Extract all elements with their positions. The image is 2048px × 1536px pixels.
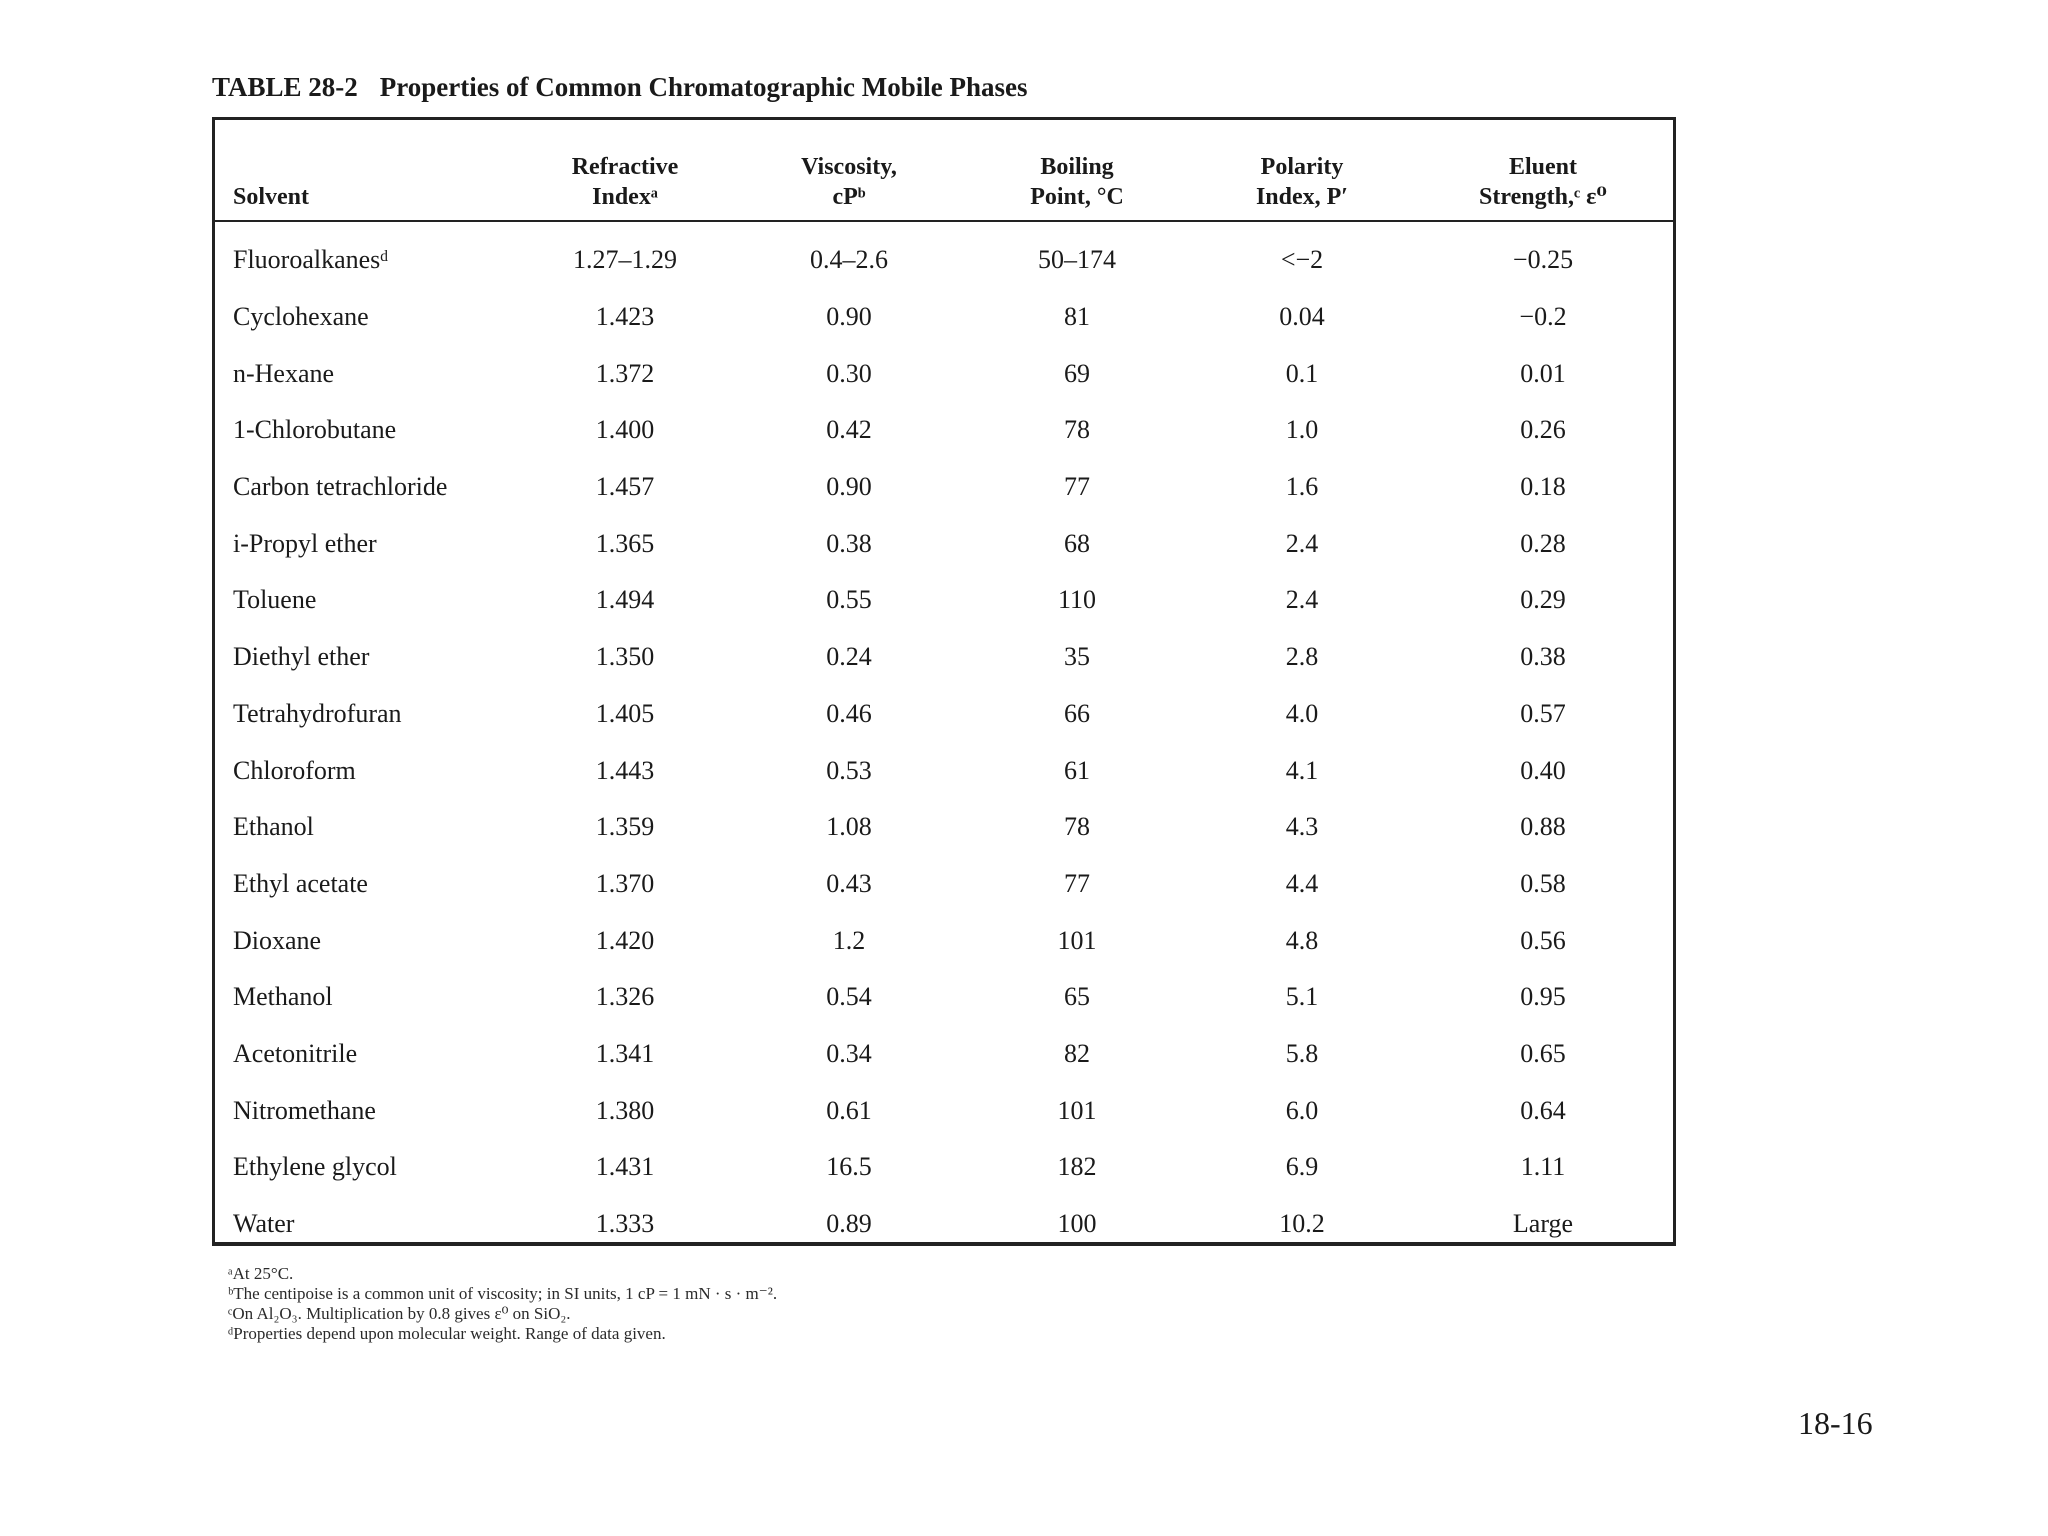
value-cell-polarity-index: 4.0 [1285, 698, 1319, 728]
solvent-name-cell: Cyclohexane [233, 302, 369, 332]
value-cell-refractive-index: 1.420 [595, 925, 655, 955]
page-number: 18-16 [1798, 1405, 1873, 1441]
table-row [215, 686, 1673, 743]
footnote: ᵇThe centipoise is a common unit of viscosity; in SI units, 1 cP = 1 mN · s · m⁻². [228, 1284, 778, 1303]
table-row [215, 289, 1673, 346]
value-cell-viscosity: 0.24 [826, 642, 872, 672]
header-line2: Index, P′ [1255, 184, 1349, 210]
value-cell-eluent-strength: 0.28 [1520, 528, 1566, 558]
table-row [215, 515, 1673, 572]
solvent-name-cell: Methanol [233, 982, 333, 1012]
solvent-name-cell: i-Propyl ether [233, 528, 377, 558]
solvent-name-cell: Nitromethane [233, 1095, 376, 1125]
solvent-name-cell: Ethylene glycol [233, 1152, 397, 1182]
table-row [215, 912, 1673, 969]
value-cell-refractive-index: 1.494 [595, 585, 655, 615]
value-cell-polarity-index: 4.1 [1285, 755, 1319, 785]
column-header-eluent-strength [1413, 120, 1673, 221]
value-cell-boiling-point: 82 [1064, 1038, 1090, 1068]
table-title: Properties of Common Chromatographic Mobile Phases [379, 72, 1028, 102]
value-cell-eluent-strength: 0.95 [1520, 982, 1566, 1012]
value-cell-boiling-point: 78 [1064, 415, 1090, 445]
value-cell-boiling-point: 61 [1064, 755, 1090, 785]
value-cell-refractive-index: 1.457 [595, 472, 655, 502]
footnote: ᵃAt 25°C. [228, 1264, 294, 1283]
value-cell-boiling-point: 65 [1064, 982, 1090, 1012]
table-caption [212, 72, 1027, 103]
header-line2: Point, °C [1030, 184, 1124, 210]
value-cell-eluent-strength: 0.01 [1520, 358, 1566, 388]
value-cell-eluent-strength: 1.11 [1520, 1152, 1566, 1182]
solvent-properties-table [212, 117, 1676, 1246]
value-cell-polarity-index: 2.8 [1285, 642, 1319, 672]
table-row [215, 402, 1673, 459]
value-cell-refractive-index: 1.365 [595, 528, 655, 558]
value-cell-boiling-point: 100 [1057, 1209, 1097, 1239]
table-row [215, 1026, 1673, 1083]
value-cell-viscosity: 0.43 [826, 868, 872, 898]
table-row [215, 799, 1673, 856]
value-cell-eluent-strength: 0.64 [1520, 1095, 1566, 1125]
column-header-boiling-point [963, 120, 1191, 221]
value-cell-refractive-index: 1.326 [595, 982, 655, 1012]
table-row [215, 1139, 1673, 1196]
value-cell-eluent-strength: Large [1512, 1209, 1574, 1239]
value-cell-viscosity: 0.90 [826, 302, 872, 332]
value-cell-boiling-point: 50–174 [1038, 245, 1116, 275]
header-line2: Indexᵃ [592, 184, 658, 210]
value-cell-polarity-index: 2.4 [1285, 528, 1319, 558]
value-cell-polarity-index: 2.4 [1285, 585, 1319, 615]
value-cell-viscosity: 0.89 [826, 1209, 872, 1239]
value-cell-eluent-strength: 0.40 [1520, 755, 1566, 785]
solvent-name-cell: Toluene [233, 585, 317, 615]
header-line1 [233, 152, 515, 182]
value-cell-boiling-point: 66 [1064, 698, 1090, 728]
value-cell-viscosity: 0.46 [826, 698, 872, 728]
value-cell-polarity-index: 5.1 [1285, 982, 1319, 1012]
value-cell-viscosity: 0.4–2.6 [810, 245, 888, 275]
solvent-name-cell: Chloroform [233, 755, 356, 785]
value-cell-polarity-index: <−2 [1280, 245, 1324, 275]
value-cell-refractive-index: 1.443 [595, 755, 655, 785]
value-cell-eluent-strength: 0.38 [1520, 642, 1566, 672]
value-cell-refractive-index: 1.370 [595, 868, 655, 898]
value-cell-viscosity: 0.61 [826, 1095, 872, 1125]
value-cell-viscosity: 1.08 [826, 812, 872, 842]
value-cell-viscosity: 0.38 [826, 528, 872, 558]
table-row [215, 572, 1673, 629]
value-cell-boiling-point: 101 [1057, 925, 1097, 955]
solvent-name-cell: n-Hexane [233, 358, 335, 388]
value-cell-polarity-index: 6.0 [1285, 1095, 1319, 1125]
header-line1: Eluent [1508, 154, 1577, 180]
footnote: ᵈProperties depend upon molecular weight. Range of data given. [228, 1324, 666, 1343]
value-cell-eluent-strength: 0.65 [1520, 1038, 1566, 1068]
value-cell-polarity-index: 1.6 [1285, 472, 1319, 502]
header-line2: cPᵇ [832, 184, 866, 210]
value-cell-refractive-index: 1.431 [595, 1152, 655, 1182]
value-cell-polarity-index: 4.3 [1285, 812, 1319, 842]
value-cell-eluent-strength: −0.25 [1512, 245, 1574, 275]
value-cell-eluent-strength: 0.26 [1520, 415, 1566, 445]
value-cell-viscosity: 0.30 [826, 358, 872, 388]
value-cell-viscosity: 0.54 [826, 982, 872, 1012]
solvent-name-cell: Fluoroalkanesᵈ [233, 245, 389, 275]
value-cell-boiling-point: 77 [1064, 868, 1090, 898]
header-line2: Solvent [233, 184, 310, 210]
value-cell-boiling-point: 68 [1064, 528, 1090, 558]
value-cell-viscosity: 0.90 [826, 472, 872, 502]
value-cell-boiling-point: 110 [1057, 585, 1097, 615]
solvent-name-cell: Diethyl ether [233, 642, 370, 672]
value-cell-eluent-strength: −0.2 [1519, 302, 1567, 332]
value-cell-boiling-point: 69 [1064, 358, 1090, 388]
value-cell-refractive-index: 1.380 [595, 1095, 655, 1125]
value-cell-eluent-strength: 0.18 [1520, 472, 1566, 502]
value-cell-eluent-strength: 0.29 [1520, 585, 1566, 615]
value-cell-refractive-index: 1.359 [595, 812, 655, 842]
column-header-viscosity [735, 120, 963, 221]
solvent-name-cell: Ethyl acetate [233, 868, 368, 898]
column-header-polarity-index [1191, 120, 1413, 221]
value-cell-refractive-index: 1.350 [595, 642, 655, 672]
value-cell-boiling-point: 101 [1057, 1095, 1097, 1125]
value-cell-refractive-index: 1.341 [595, 1038, 655, 1068]
value-cell-boiling-point: 35 [1064, 642, 1090, 672]
header-line2: Strength,ᶜ ε⁰ [1479, 184, 1607, 210]
table-number: TABLE 28-2 [212, 72, 358, 102]
value-cell-refractive-index: 1.372 [595, 358, 655, 388]
value-cell-refractive-index: 1.400 [595, 415, 655, 445]
value-cell-boiling-point: 78 [1064, 812, 1090, 842]
value-cell-refractive-index: 1.423 [595, 302, 655, 332]
value-cell-viscosity: 0.42 [826, 415, 872, 445]
value-cell-eluent-strength: 0.88 [1520, 812, 1566, 842]
table-row [215, 1196, 1673, 1253]
header-line1: Boiling [1040, 154, 1114, 180]
value-cell-boiling-point: 81 [1064, 302, 1090, 332]
data-table [215, 120, 1673, 1252]
value-cell-refractive-index: 1.405 [595, 698, 655, 728]
table-row [215, 856, 1673, 913]
solvent-name-cell: Tetrahydrofuran [233, 698, 402, 728]
table-row [215, 345, 1673, 402]
value-cell-eluent-strength: 0.58 [1520, 868, 1566, 898]
header-line1: Refractive [571, 154, 679, 180]
value-cell-viscosity: 0.55 [826, 585, 872, 615]
value-cell-boiling-point: 77 [1064, 472, 1090, 502]
value-cell-refractive-index: 1.27–1.29 [573, 245, 677, 275]
solvent-name-cell: Water [233, 1209, 295, 1239]
footnote: ᶜOn Al₂O₃. Multiplication by 0.8 gives ε⁰ on SiO₂. [228, 1304, 571, 1323]
solvent-name-cell: Dioxane [233, 925, 322, 955]
solvent-name-cell: Acetonitrile [233, 1038, 358, 1068]
table-row [215, 629, 1673, 686]
value-cell-viscosity: 0.53 [826, 755, 872, 785]
table-row [215, 742, 1673, 799]
table-body [215, 221, 1673, 1252]
solvent-name-cell: Ethanol [233, 812, 314, 842]
footnotes [228, 1264, 777, 1344]
value-cell-polarity-index: 10.2 [1279, 1209, 1325, 1239]
value-cell-eluent-strength: 0.56 [1520, 925, 1566, 955]
value-cell-eluent-strength: 0.57 [1520, 698, 1566, 728]
value-cell-polarity-index: 4.4 [1285, 868, 1319, 898]
value-cell-polarity-index: 4.8 [1285, 925, 1319, 955]
value-cell-polarity-index: 0.1 [1285, 358, 1319, 388]
header-line1: Viscosity, [801, 154, 897, 180]
value-cell-polarity-index: 0.04 [1279, 302, 1325, 332]
header-line1: Polarity [1260, 154, 1344, 180]
value-cell-polarity-index: 5.8 [1285, 1038, 1319, 1068]
header-row [215, 120, 1673, 221]
solvent-name-cell: 1-Chlorobutane [233, 415, 397, 445]
solvent-name-cell: Carbon tetrachloride [233, 472, 448, 502]
value-cell-viscosity: 16.5 [826, 1152, 872, 1182]
value-cell-refractive-index: 1.333 [595, 1209, 655, 1239]
table-row [215, 459, 1673, 516]
value-cell-boiling-point: 182 [1057, 1152, 1097, 1182]
value-cell-viscosity: 1.2 [832, 925, 866, 955]
value-cell-polarity-index: 1.0 [1285, 415, 1319, 445]
column-header-solvent [215, 120, 515, 221]
table-row [215, 969, 1673, 1026]
value-cell-viscosity: 0.34 [826, 1038, 872, 1068]
table-row [215, 221, 1673, 289]
table-row [215, 1082, 1673, 1139]
value-cell-polarity-index: 6.9 [1285, 1152, 1319, 1182]
column-header-refractive-index [515, 120, 735, 221]
